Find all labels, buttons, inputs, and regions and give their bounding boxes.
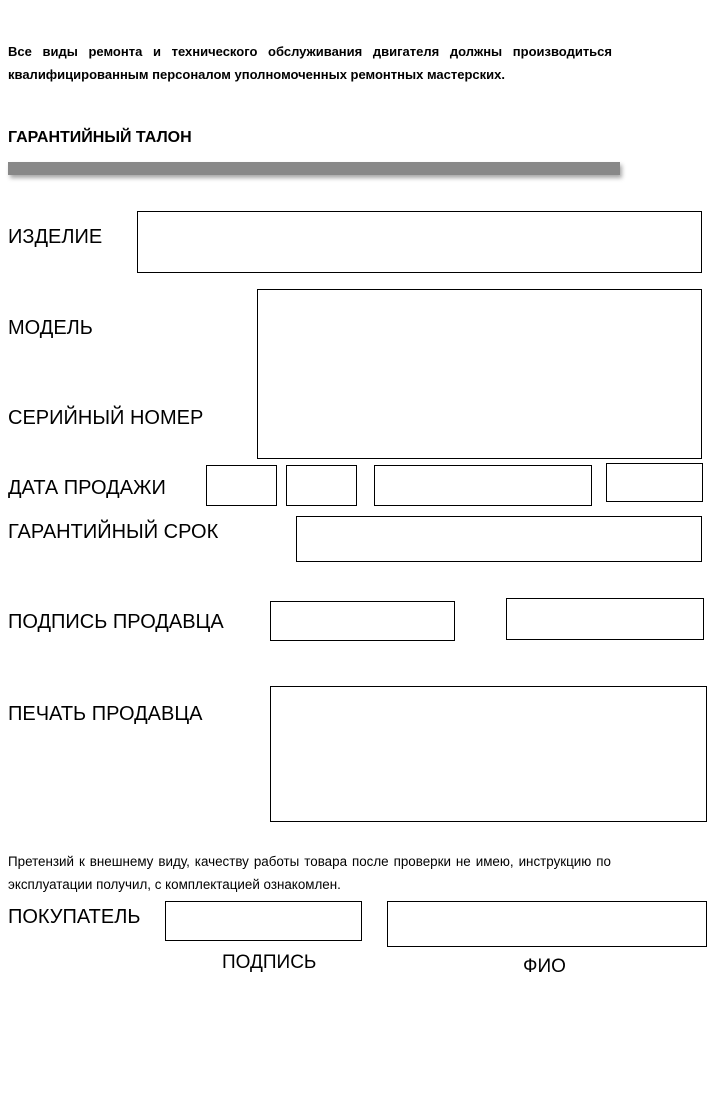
seller-stamp-label: ПЕЧАТЬ ПРОДАВЦА <box>8 703 203 725</box>
buyer-label: ПОКУПАТЕЛЬ <box>8 906 141 928</box>
page-title: ГАРАНТИЙНЫЙ ТАЛОН <box>8 129 192 146</box>
sale-date-label: ДАТА ПРОДАЖИ <box>8 477 166 499</box>
product-label: ИЗДЕЛИЕ <box>8 226 103 248</box>
serial-number-label: СЕРИЙНЫЙ НОМЕР <box>8 407 204 429</box>
sale-day-field[interactable] <box>206 465 277 506</box>
model-serial-field[interactable] <box>257 289 702 459</box>
warranty-period-field[interactable] <box>296 516 702 562</box>
name-caption: ФИО <box>523 956 566 977</box>
seller-name-field[interactable] <box>506 598 704 640</box>
warranty-period-label: ГАРАНТИЙНЫЙ СРОК <box>8 521 219 543</box>
sale-extra-field[interactable] <box>606 463 703 502</box>
buyer-signature-field[interactable] <box>165 901 362 941</box>
seller-signature-label: ПОДПИСЬ ПРОДАВЦА <box>8 611 224 633</box>
sale-month-field[interactable] <box>286 465 357 506</box>
buyer-name-field[interactable] <box>387 901 707 947</box>
model-label: МОДЕЛЬ <box>8 317 93 339</box>
seller-signature-field[interactable] <box>270 601 455 641</box>
product-field[interactable] <box>137 211 702 273</box>
intro-text: Все виды ремонта и технического обслуживания двигателя должны производиться квалифицированным персоналом уполномоченных ремонтных мастерских. <box>8 44 612 82</box>
signature-caption: ПОДПИСЬ <box>222 952 317 973</box>
buyer-statement: Претензий к внешнему виду, качеству работы товара после проверки не имею, инструкцию по эксплуатации получил, с комплектацией ознакомлен. <box>8 854 611 892</box>
seller-stamp-field[interactable] <box>270 686 707 822</box>
sale-year-field[interactable] <box>374 465 592 506</box>
title-divider <box>8 162 620 175</box>
